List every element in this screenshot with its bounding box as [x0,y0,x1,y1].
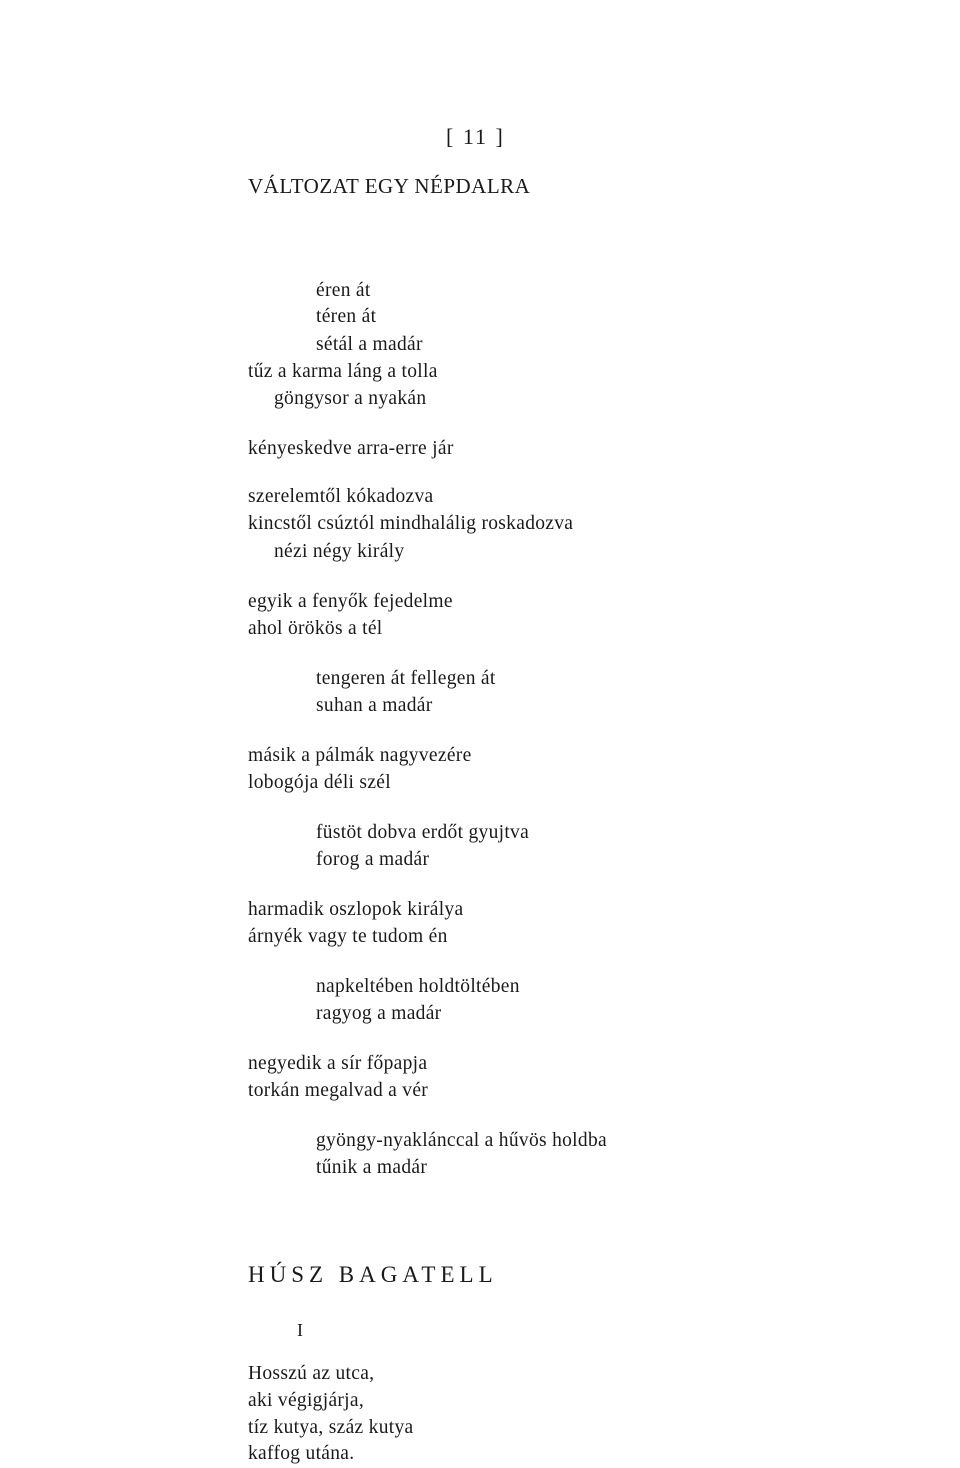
poem-line: lobogója déli szél [248,772,391,793]
poem-line: tűz a karma láng a tolla [248,361,438,382]
poem-line: ahol örökös a tél [248,618,383,639]
poem-line: árnyék vagy te tudom én [248,926,448,947]
poem-line: másik a pálmák nagyvezére [248,745,472,766]
bagatell-line: Hosszú az utca, [248,1363,375,1384]
poem-line: gyöngy-nyaklánccal a hűvös holdba [316,1130,607,1151]
poem-line: sétál a madár [316,334,423,355]
section-title: HÚSZ BAGATELL [248,1262,498,1287]
poem-line: suhan a madár [316,695,433,716]
poem-line: ragyog a madár [316,1003,442,1024]
poem-line: téren át [316,306,377,327]
bagatell-line: tíz kutya, száz kutya [248,1417,414,1438]
poem-line: szerelemtől kókadozva [248,486,434,507]
bagatell-line: aki végigjárja, [248,1390,365,1411]
poem-line: göngysor a nyakán [274,388,427,409]
poem-line: torkán megalvad a vér [248,1080,429,1101]
bagatell-line: kaffog utána. [248,1443,355,1464]
poem-line: füstöt dobva erdőt gyujtva [316,822,530,843]
poem-line: napkeltében holdtöltében [316,976,520,997]
poem-line: kincstől csúztól mindhalálig roskadozva [248,513,574,534]
poem-line: egyik a fenyők fejedelme [248,591,453,612]
poem-line: tengeren át fellegen át [316,668,496,689]
poem-line: kényeskedve arra-erre jár [248,438,454,459]
poem-line: harmadik oszlopok királya [248,899,464,920]
poem-line: tűnik a madár [316,1157,428,1178]
poem-line: nézi négy király [274,541,405,562]
poem-line: éren át [316,280,371,301]
section-numeral: I [297,1320,303,1340]
poem-title: VÁLTOZAT EGY NÉPDALRA [248,174,531,198]
page-number: [ 11 ] [446,124,505,149]
poem-line: negyedik a sír főpapja [248,1053,428,1074]
poem-line: forog a madár [316,849,430,870]
